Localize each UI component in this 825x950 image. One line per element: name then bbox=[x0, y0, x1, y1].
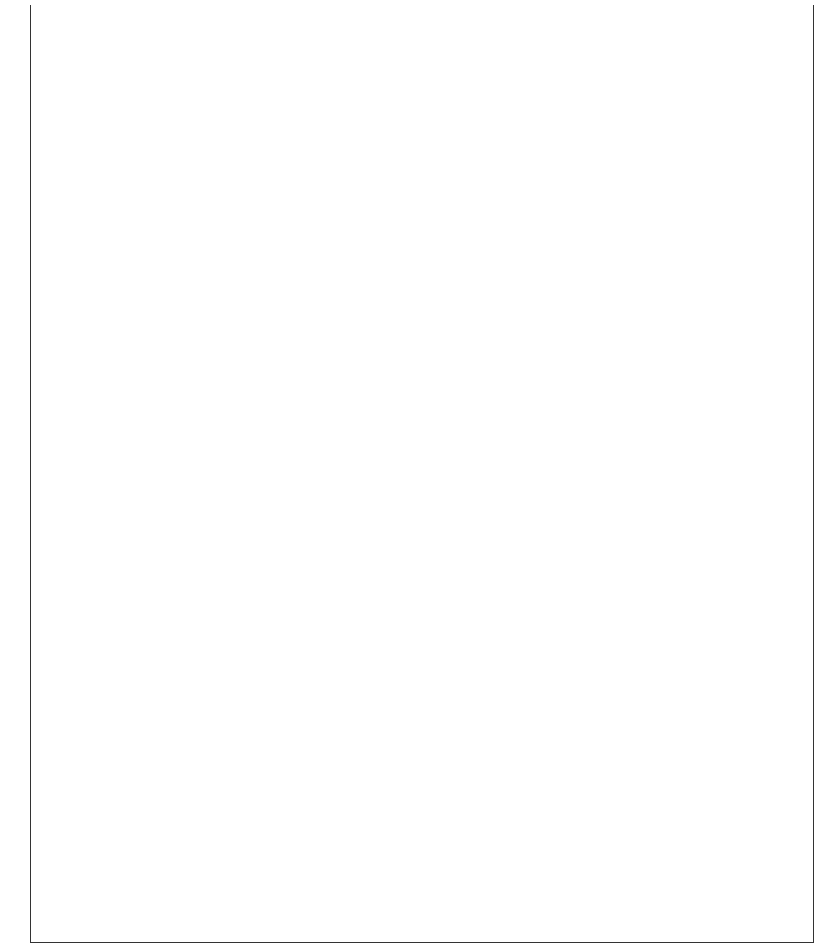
schedule-table bbox=[30, 5, 814, 943]
